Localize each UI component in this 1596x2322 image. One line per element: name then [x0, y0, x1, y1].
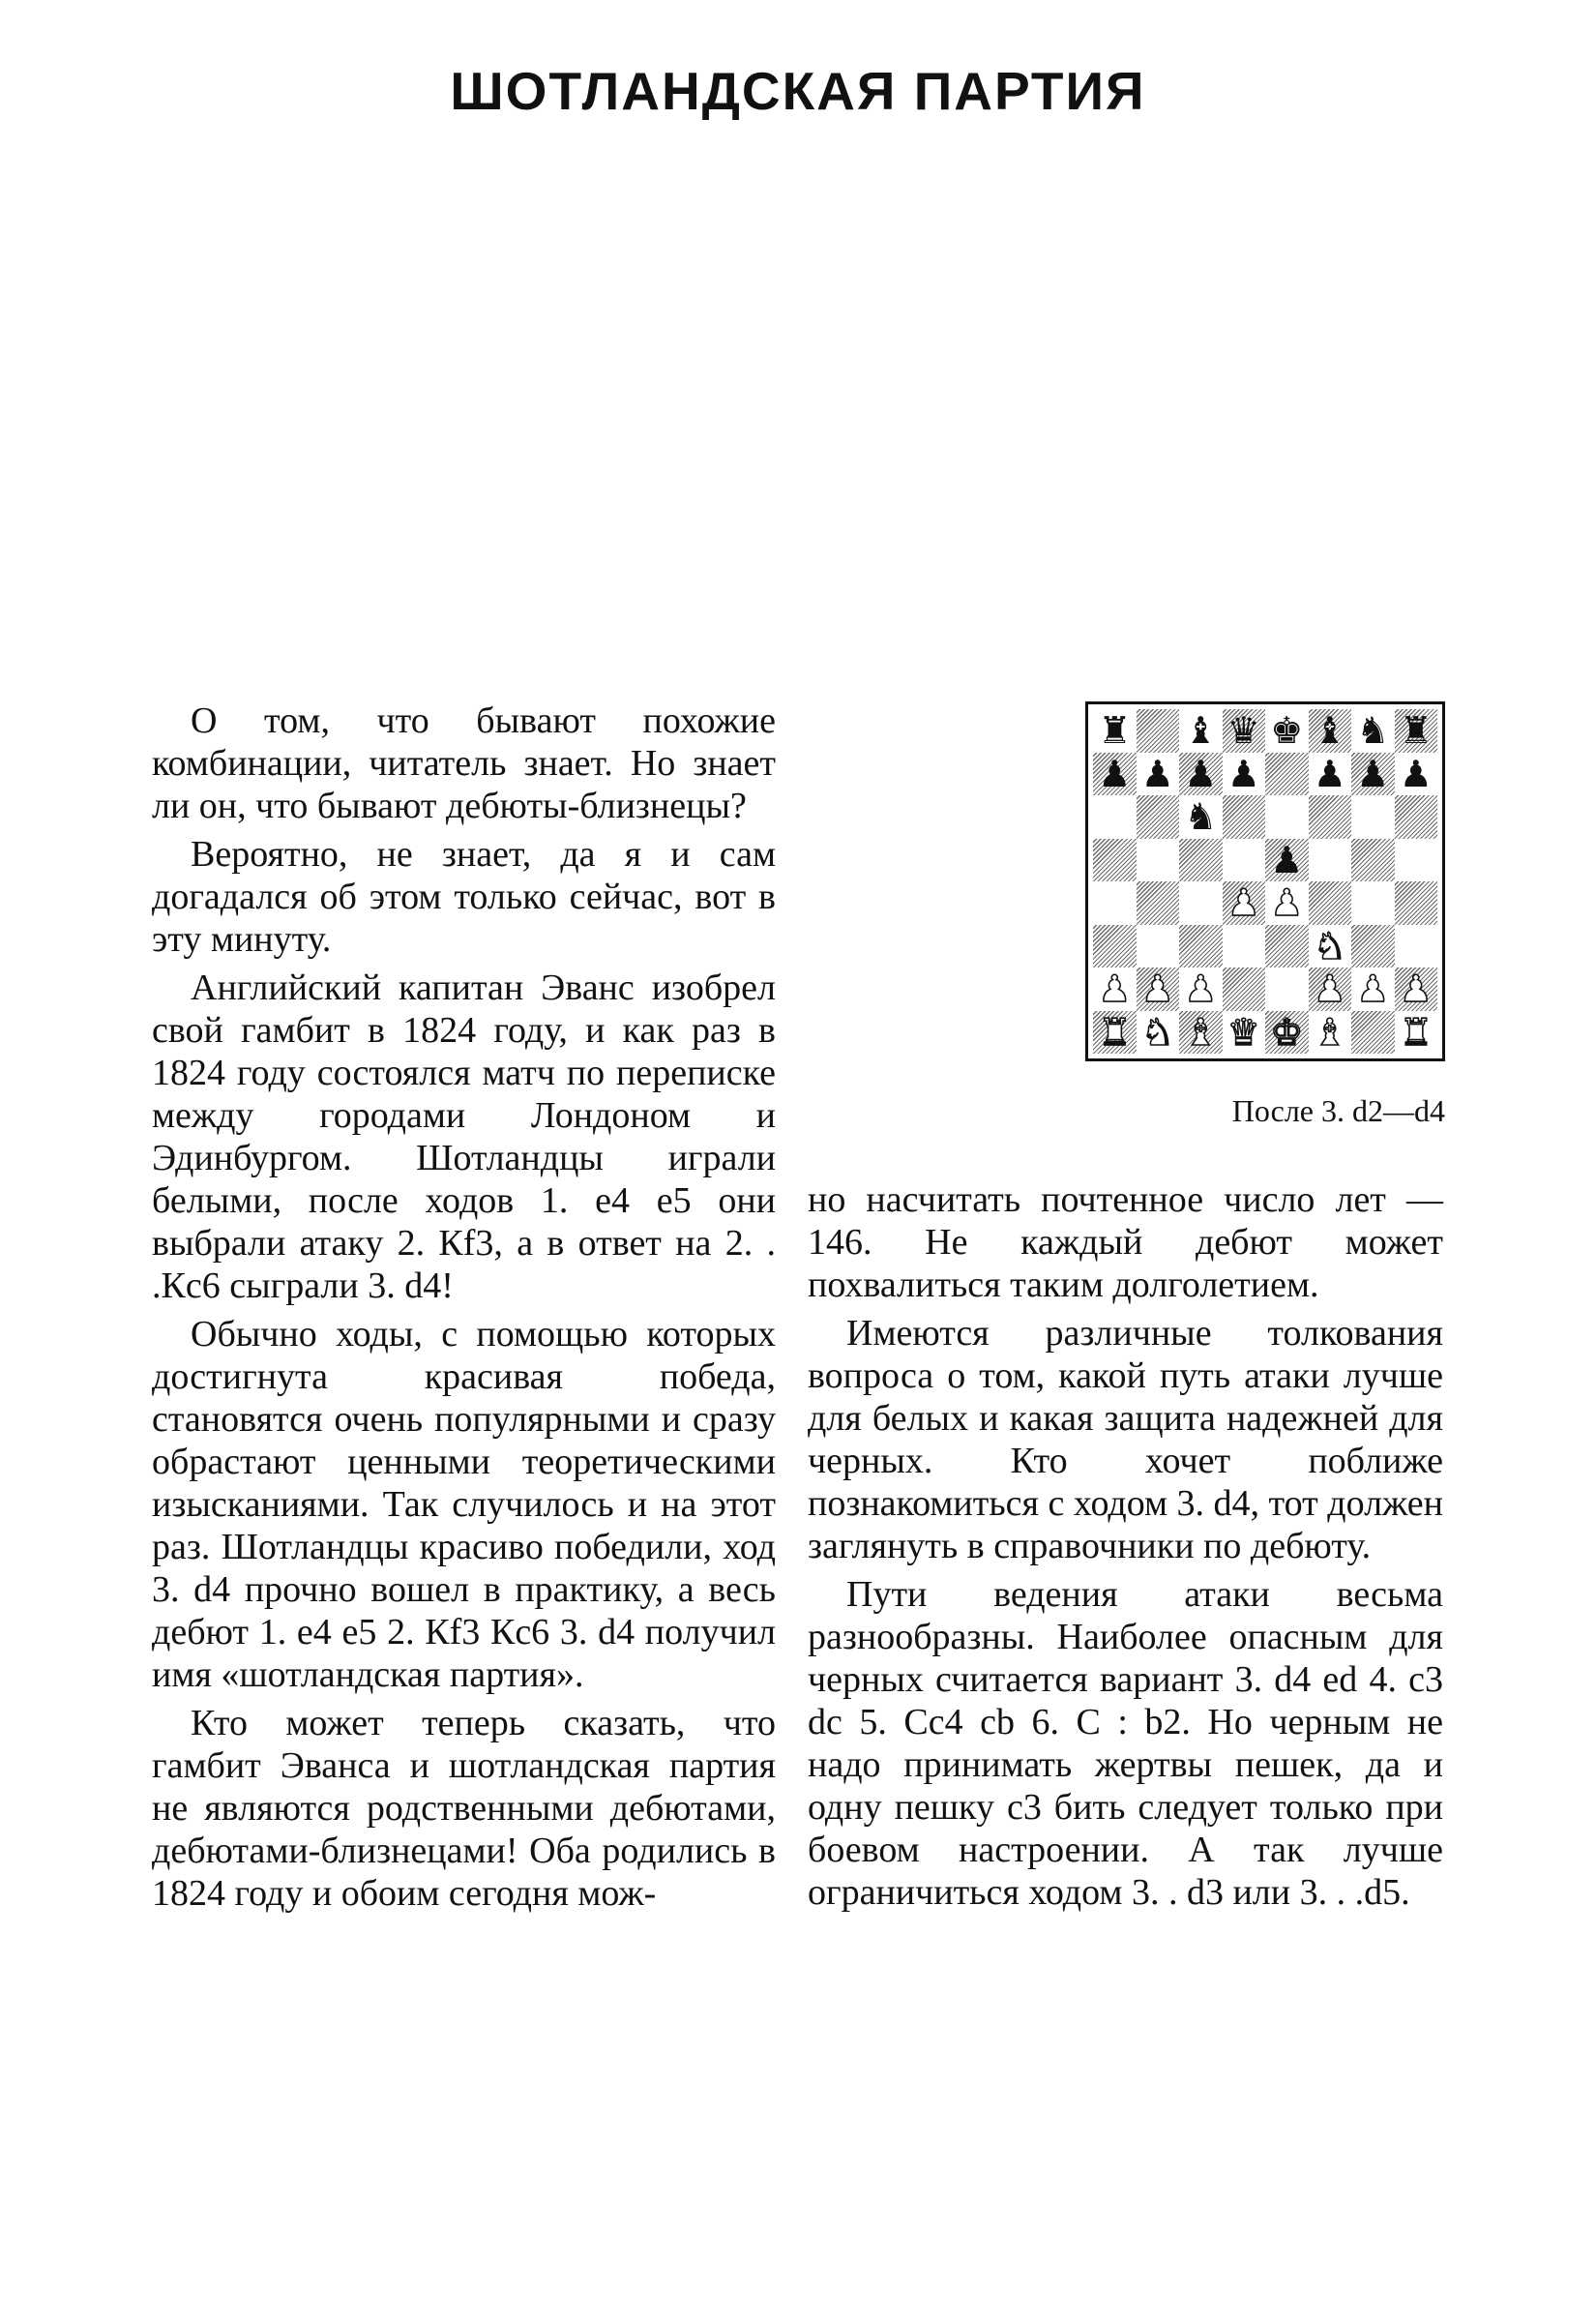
chess-diagram: [1085, 701, 1445, 1061]
right-column: [808, 1178, 1443, 1920]
board-square: [1093, 968, 1137, 1011]
board-square: [1093, 795, 1137, 839]
chess-board: [1093, 709, 1437, 1054]
board-square: [1309, 1011, 1352, 1055]
black-pawn-icon: ♟: [1356, 752, 1390, 795]
paragraph: Вероятно, не знает, да я и сам догадался об этом только сейчас, вот в эту минуту.: [152, 834, 776, 960]
board-square: [1223, 925, 1266, 968]
board-square: [1137, 753, 1180, 796]
board-square: [1395, 881, 1438, 925]
paragraph: Пути ведения атаки весьма разнообразны. Наиболее опасным для черных считается вариант 3. d4 ed 4. c3 dc 5. Сc4 cb 6. С : b2. Но черным не надо принимать жертвы пешек, да и одну пешку c3 бить следует только при боевом настроении. А так лучше ограничиться ходом 3. . d3 или 3. . .d5.: [808, 1574, 1443, 1913]
board-square: [1309, 753, 1352, 796]
board-square: [1179, 1011, 1223, 1055]
paragraph: Кто может теперь сказать, что гамбит Эванса и шотландская партия не являются родственными дебютами, дебютами-близнецами! Оба родились в 1824 году и обоим сегодня мож-: [152, 1703, 776, 1914]
board-square: [1351, 709, 1395, 753]
paragraph: но насчитать почтенное число лет — 146. Не каждый дебют может похвалиться таким долголетием.: [808, 1179, 1443, 1305]
board-square: [1223, 753, 1266, 796]
white-bishop-icon: ♝: [1184, 1010, 1218, 1054]
board-square: [1137, 839, 1180, 882]
board-square: [1351, 753, 1395, 796]
board-square: [1309, 795, 1352, 839]
black-pawn-icon: ♟: [1399, 752, 1433, 795]
board-square: [1179, 709, 1223, 753]
board-square: [1137, 925, 1180, 968]
black-pawn-icon: ♟: [1184, 752, 1218, 795]
board-square: [1309, 839, 1352, 882]
board-square: [1351, 925, 1395, 968]
paragraph: О том, что бывают похожие комбинации, читатель знает. Но знает ли он, что бывают дебюты-близнецы?: [152, 700, 776, 826]
white-bishop-icon: ♝: [1313, 1010, 1346, 1054]
white-pawn-icon: ♟: [1227, 881, 1260, 925]
board-square: [1309, 925, 1352, 968]
black-pawn-icon: ♟: [1270, 838, 1304, 881]
board-square: [1179, 881, 1223, 925]
board-square: [1223, 795, 1266, 839]
board-square: [1093, 925, 1137, 968]
paragraph: Английский капитан Эванс изобрел свой гамбит в 1824 году, и как раз в 1824 году состоялся матч по переписке между городами Лондоном и Эдинбургом. Шотландцы играли белыми, после ходов 1. e4 e5 они выбрали атаку 2. Кf3, а в ответ на 2. . .Кc6 сыграли 3. d4!: [152, 968, 776, 1306]
white-rook-icon: ♜: [1098, 1010, 1132, 1054]
white-pawn-icon: ♟: [1140, 968, 1174, 1011]
board-square: [1093, 839, 1137, 882]
board-square: [1395, 1011, 1438, 1055]
white-king-icon: ♚: [1270, 1010, 1304, 1054]
board-square: [1395, 753, 1438, 796]
paragraph: Имеются различные толкования вопроса о том, какой путь атаки лучше для белых и какая защита надежней для черных. Кто хочет поближе познакомиться с ходом 3. d4, тот должен заглянуть в справочники по дебюту.: [808, 1313, 1443, 1566]
white-pawn-icon: ♟: [1184, 968, 1218, 1011]
board-square: [1395, 839, 1438, 882]
board-square: [1265, 968, 1309, 1011]
black-king-icon: ♚: [1270, 709, 1304, 753]
board-square: [1351, 881, 1395, 925]
white-rook-icon: ♜: [1399, 1010, 1433, 1054]
board-square: [1093, 709, 1137, 753]
board-square: [1265, 709, 1309, 753]
black-rook-icon: ♜: [1399, 709, 1433, 753]
board-square: [1351, 839, 1395, 882]
black-bishop-icon: ♝: [1184, 709, 1218, 753]
board-square: [1309, 968, 1352, 1011]
black-pawn-icon: ♟: [1227, 752, 1260, 795]
board-square: [1265, 839, 1309, 882]
board-square: [1309, 881, 1352, 925]
board-square: [1395, 795, 1438, 839]
black-pawn-icon: ♟: [1140, 752, 1174, 795]
white-pawn-icon: ♟: [1356, 968, 1390, 1011]
board-square: [1179, 795, 1223, 839]
white-queen-icon: ♛: [1227, 1010, 1260, 1054]
board-square: [1265, 795, 1309, 839]
white-knight-icon: ♞: [1313, 924, 1346, 968]
board-square: [1265, 925, 1309, 968]
paragraph: Обычно ходы, с помощью которых достигнута красивая победа, становятся очень популярными и сразу обрастают ценными теоретическими изысканиями. Так случилось и на этот раз. Шотландцы красиво победили, ход 3. d4 прочно вошел в практику, а весь дебют 1. e4 e5 2. Кf3 Кc6 3. d4 получил имя «шотландская партия».: [152, 1314, 776, 1695]
white-pawn-icon: ♟: [1313, 968, 1346, 1011]
black-knight-icon: ♞: [1184, 795, 1218, 839]
black-knight-icon: ♞: [1356, 709, 1390, 753]
board-square: [1179, 753, 1223, 796]
board-square: [1093, 753, 1137, 796]
board-square: [1137, 709, 1180, 753]
board-square: [1265, 1011, 1309, 1055]
board-square: [1137, 795, 1180, 839]
board-square: [1223, 968, 1266, 1011]
board-square: [1179, 925, 1223, 968]
left-column: [152, 700, 776, 1920]
board-square: [1093, 1011, 1137, 1055]
board-square: [1223, 839, 1266, 882]
board-square: [1137, 1011, 1180, 1055]
white-pawn-icon: ♟: [1399, 968, 1433, 1011]
board-square: [1223, 709, 1266, 753]
black-bishop-icon: ♝: [1313, 709, 1346, 753]
board-square: [1265, 881, 1309, 925]
white-knight-icon: ♞: [1140, 1010, 1174, 1054]
board-square: [1137, 881, 1180, 925]
board-square: [1093, 881, 1137, 925]
board-square: [1265, 753, 1309, 796]
white-pawn-icon: ♟: [1098, 968, 1132, 1011]
board-square: [1395, 925, 1438, 968]
board-square: [1179, 968, 1223, 1011]
board-square: [1351, 968, 1395, 1011]
board-square: [1179, 839, 1223, 882]
white-pawn-icon: ♟: [1270, 881, 1304, 925]
board-square: [1309, 709, 1352, 753]
black-pawn-icon: ♟: [1313, 752, 1346, 795]
board-square: [1395, 709, 1438, 753]
board-square: [1137, 968, 1180, 1011]
board-square: [1223, 881, 1266, 925]
diagram-caption: После 3. d2—d4: [1231, 1093, 1445, 1128]
black-rook-icon: ♜: [1098, 709, 1132, 753]
black-pawn-icon: ♟: [1098, 752, 1132, 795]
board-square: [1223, 1011, 1266, 1055]
black-queen-icon: ♛: [1227, 709, 1260, 753]
page-title: ШОТЛАНДСКАЯ ПАРТИЯ: [450, 61, 1146, 121]
board-square: [1351, 795, 1395, 839]
board-square: [1395, 968, 1438, 1011]
board-square: [1351, 1011, 1395, 1055]
